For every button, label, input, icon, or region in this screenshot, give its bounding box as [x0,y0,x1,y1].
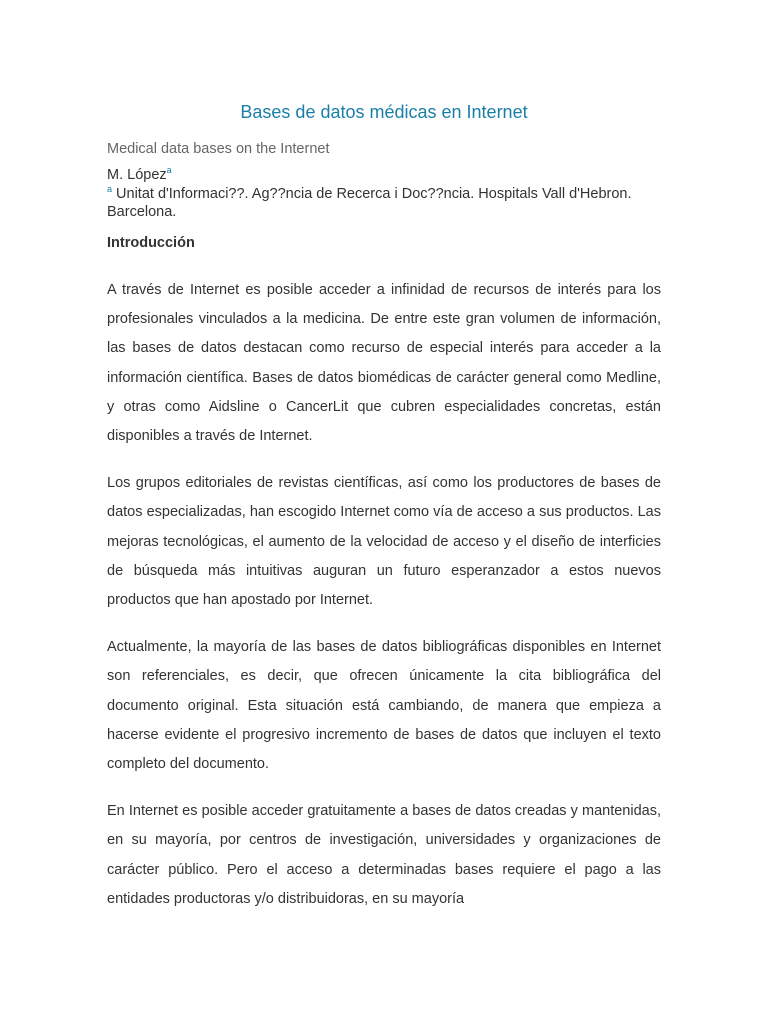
paragraph-4: En Internet es posible acceder gratuitamente a bases de datos creadas y mantenidas, en su mayoría, por centros de investigación, universidades y organizaciones de carácter público. Pero el acceso a determinadas bases requiere el pago a las entidades productoras y/o distribuidoras, en su mayoría [107,803,661,907]
paragraph-1: A través de Internet es posible acceder a infinidad de recursos de interés para los profesionales vinculados a la medicina. De entre este gran volumen de información, las bases de datos destacan como recurso de especial interés para acceder a la información científica. Bases de datos biomédicas de carácter general como Medline, y otras como Aidsline o CancerLit que cubren especialidades concretas, están disponibles a través de Internet. [107,282,661,445]
affiliation-line [107,185,661,221]
author-line [107,165,661,185]
affiliation-marker[interactable]: a [107,184,113,195]
paragraph-3: Actualmente, la mayoría de las bases de datos bibliográficas disponibles en Internet son referenciales, es decir, que ofrecen únicamente la cita bibliográfica del documento original. Esta situación está cambiando, de manera que empieza a hacerse evidente el progresivo incremento de bases de datos que incluyen el texto completo del documento. [107,639,661,773]
article-title: Bases de datos médicas en Internet [240,102,528,122]
author-name: M. López [107,167,167,183]
section-heading: Introducción [107,235,195,251]
article-subtitle: Medical data bases on the Internet [107,141,330,157]
author-affiliation-link[interactable]: a [166,165,172,176]
paragraph-2: Los grupos editoriales de revistas científicas, así como los productores de bases de datos especializadas, han escogido Internet como vía de acceso a sus productos. Las mejoras tecnológicas, el aumento de la velocidad de acceso y el diseño de interficies de búsqueda más intuitivas auguran un futuro esperanzador a estos nuevos productos que han apostado por Internet. [107,475,661,609]
affiliation-text: Unitat d'Informaci??. Ag??ncia de Recerca i Doc??ncia. Hospitals Vall d'Hebron. Barcelona. [107,186,632,220]
